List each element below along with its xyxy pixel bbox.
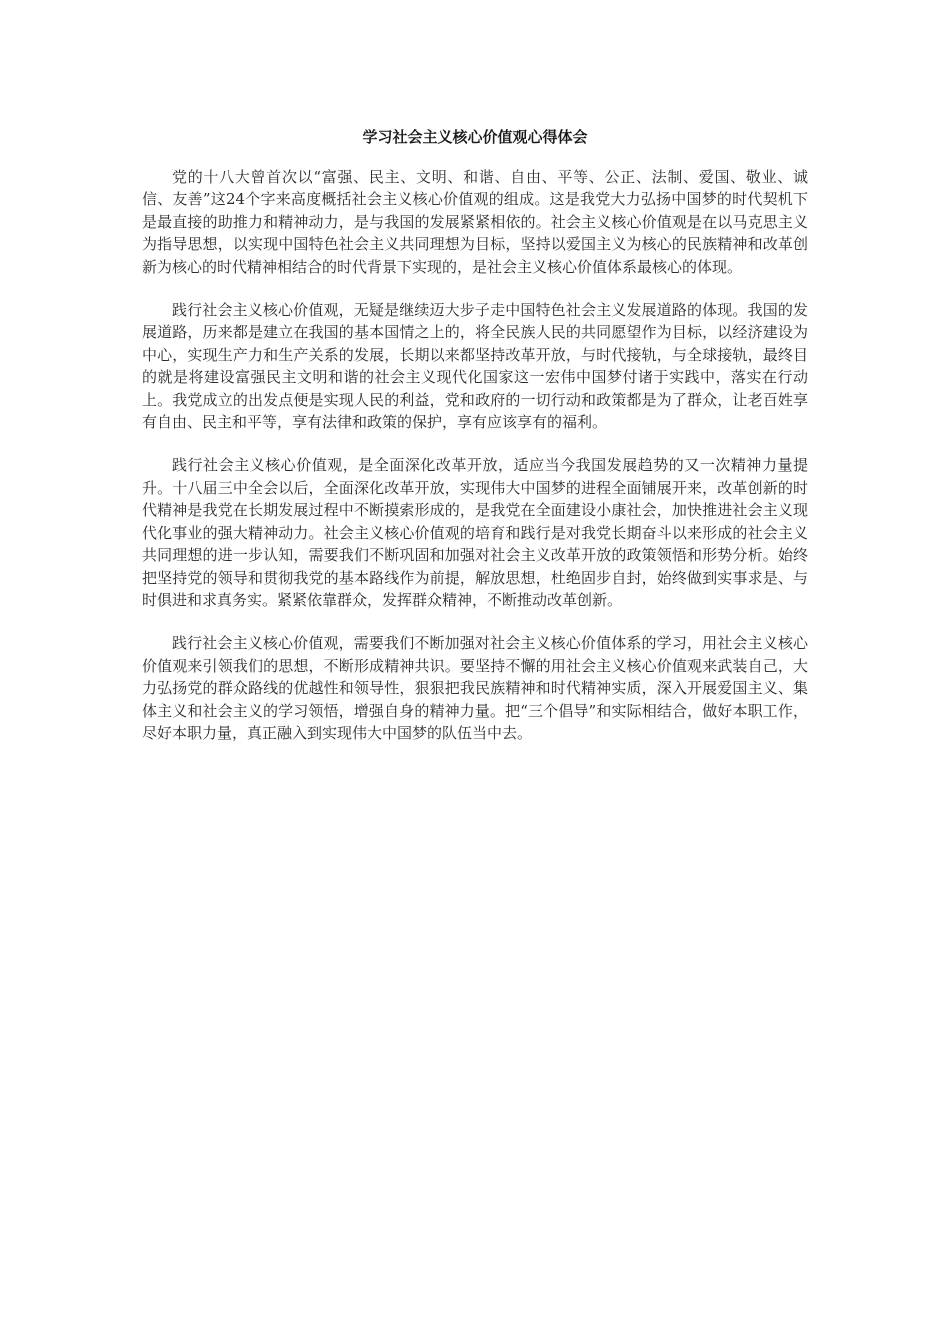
document-body [142,166,808,765]
body-paragraph-2: 践行社会主义核心价值观，无疑是继续迈大步子走中国特色社会主义发展道路的体现。我国的发展道路，历来都是建立在我国的基本国情之上的，将全民族人民的共同愿望作为目标，以经济建设为中心，实现生产力和生产关系的发展，长期以来都坚持改革开放，与时代接轨，与全球接轨，最终目的就是将建设富强民主文明和谐的社会主义现代化国家这一宏伟中国梦付诸于实践中，落实在行动上。我党成立的出发点便是实现人民的利益，党和政府的一切行动和政策都是为了群众，让老百姓享有自由、民主和平等，享有法律和政策的保护，享有应该享有的福利。 [142,301,808,432]
document-title: 学习社会主义核心价值观心得体会 [362,128,588,146]
body-paragraph-1: 党的十八大曾首次以“富强、民主、文明、和谐、自由、平等、公正、法制、爱国、敬业、诚信、友善”这24个字来高度概括社会主义核心价值观的组成。这是我党大力弘扬中国梦的时代契机下是最直接的助推力和精神动力，是与我国的发展紧紧相依的。社会主义核心价值观是在以马克思主义为指导思想，以实现中国特色社会主义共同理想为目标，坚持以爱国主义为核心的民族精神和改革创新为核心的时代精神相结合的时代背景下实现的，是社会主义核心价值体系最核心的体现。 [142,168,808,276]
body-paragraph-3: 践行社会主义核心价值观，是全面深化改革开放，适应当今我国发展趋势的又一次精神力量提升。十八届三中全会以后，全面深化改革开放，实现伟大中国梦的进程全面铺展开来，改革创新的时代精神是我党在长期发展过程中不断摸索形成的，是我党在全面建设小康社会，加快推进社会主义现代化事业的强大精神动力。社会主义核心价值观的培育和践行是对我党长期奋斗以来形成的社会主义共同理想的进一步认知，需要我们不断巩固和加强对社会主义改革开放的政策领悟和形势分析。始终把坚持党的领导和贯彻我党的基本路线作为前提，解放思想，杜绝固步自封，始终做到实事求是、与时俱进和求真务实。紧紧依靠群众，发挥群众精神，不断推动改革创新。 [142,456,808,609]
body-paragraph-4: 践行社会主义核心价值观，需要我们不断加强对社会主义核心价值体系的学习，用社会主义核心价值观来引领我们的思想，不断形成精神共识。要坚持不懈的用社会主义核心价值观来武装自己，大力弘扬党的群众路线的优越性和领导性，狠狠把我民族精神和时代精神实质，深入开展爱国主义、集体主义和社会主义的学习领悟，增强自身的精神力量。把“三个倡导”和实际相结合，做好本职工作，尽好本职力量，真正融入到实现伟大中国梦的队伍当中去。 [142,634,808,742]
